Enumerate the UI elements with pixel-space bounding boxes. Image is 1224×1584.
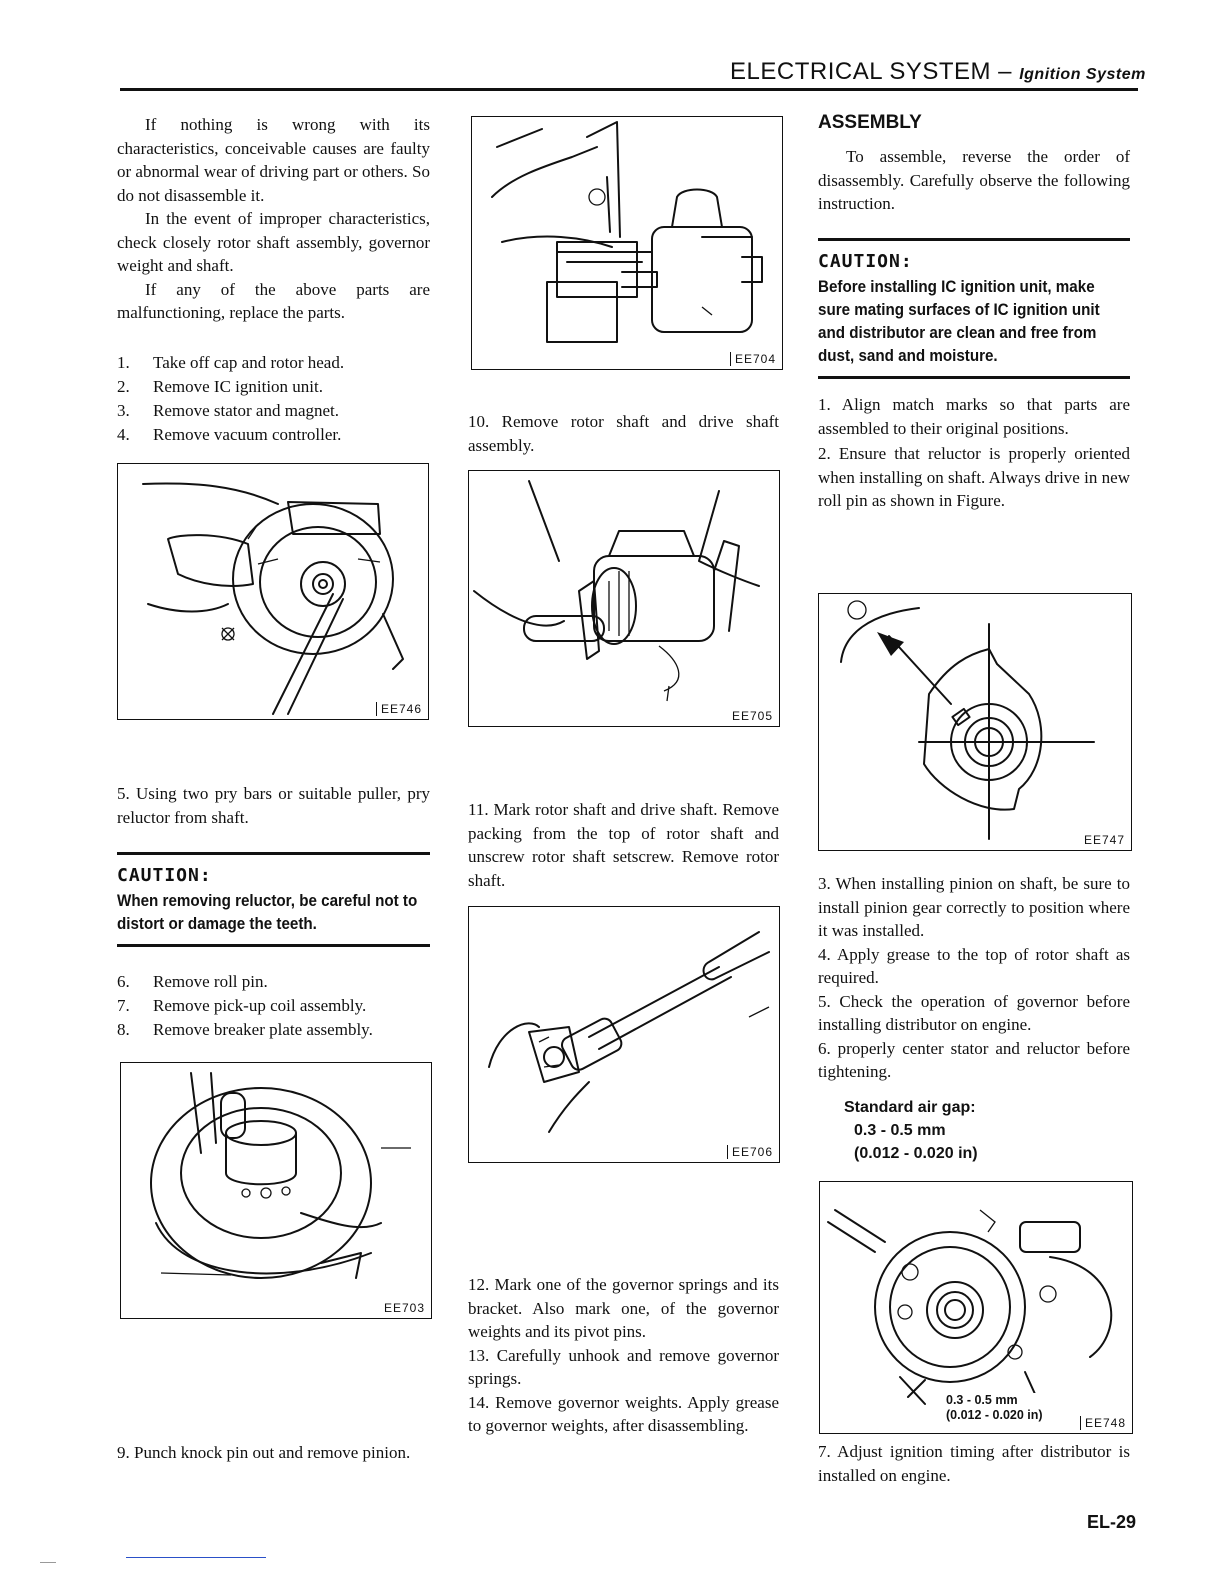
column-middle [468,108,779,1524]
step-4: 4. Apply grease to the top of rotor shaft as required. [818,944,1130,987]
steps-list-1-4 [117,351,430,447]
header-rule [120,88,1138,91]
figure-ee747 [818,593,1132,851]
rotor-shaft-removal-illustration [472,117,782,369]
caution-box-reluctor [117,852,430,947]
header-subtitle: Ignition System [1019,66,1146,83]
intro-paragraph-2: In the event of improper characteristics, check closely rotor shaft assembly, governor weight and shaft. [117,209,430,275]
step-13: 13. Carefully unhook and remove governor springs. [468,1345,779,1388]
figure-label: EE703 [383,1301,425,1315]
figure-ee705 [468,470,780,727]
air-gap-spec [844,1096,1124,1165]
figure-ee746 [117,463,429,720]
reluctor-roll-pin-illustration [819,594,1131,850]
drive-shaft-assembly-illustration [469,471,779,726]
step-10: 10. Remove rotor shaft and drive shaft assembly. [468,412,779,455]
list-item: 1. Take off cap and rotor head. [117,353,345,372]
header-dash: – [991,58,1020,85]
rotor-shaft-setscrew-illustration [469,907,779,1162]
list-item: 8. Remove breaker plate assembly. [117,1020,373,1039]
breaker-plate-illustration [121,1063,431,1318]
figure-ee703 [120,1062,432,1319]
figure-label: EE746 [376,702,422,716]
caution-text: Before installing IC ignition unit, make sure mating surfaces of IC ignition unit and distributor are clean and free from dust, sand and moisture. [818,278,1100,365]
step-2: 2. Ensure that reluctor is properly oriented when installing on shaft. Always drive in new roll pin as shown in Figure. [818,444,1130,510]
header-title: ELECTRICAL SYSTEM [730,58,992,85]
intro-text [117,113,430,325]
list-item: 2. Remove IC ignition unit. [117,377,323,396]
column-left [117,108,430,1524]
step-1: 1. Align match marks so that parts are assembled to their original positions. [818,395,1130,438]
figure-label: EE747 [1083,833,1125,847]
spec-value-mm: 0.3 - 0.5 mm [854,1122,946,1139]
step-6: 6. properly center stator and reluctor before tightening. [818,1038,1130,1081]
figure-label: EE706 [727,1145,773,1159]
step-7: 7. Adjust ignition timing after distributor is installed on engine. [818,1442,1130,1485]
page-number: EL-29 [1086,1512,1136,1532]
step-14: 14. Remove governor weights. Apply grease to governor weights, after disassembling. [468,1392,779,1435]
figure-label: EE748 [1080,1416,1126,1430]
callout-in: (0.012 - 0.020 in) [946,1408,1043,1422]
figure-ee706 [468,906,780,1163]
steps-1-2 [818,393,1130,513]
caution-heading: CAUTION: [117,865,212,886]
list-item: 4. Remove vacuum controller. [117,425,342,444]
figure-callout [946,1393,1043,1423]
assembly-heading: ASSEMBLY [818,112,922,133]
page-header [730,58,1146,86]
caution-text: When removing reluctor, be careful not to distort or damage the teeth. [117,892,418,933]
step-12: 12. Mark one of the governor springs and its bracket. Also mark one, of the governor weights and its pivot pins. [468,1275,779,1341]
figure-ee748 [819,1181,1133,1434]
footer-mark [40,1562,56,1563]
caution-heading: CAUTION: [818,251,913,272]
step-3: 3. When installing pinion on shaft, be sure to install pinion gear correctly to position where it was installed. [818,874,1130,940]
steps-3-6 [818,872,1130,1084]
step-9: 9. Punch knock pin out and remove pinion. [117,1443,411,1462]
figure-label: EE705 [731,709,773,723]
figure-ee704 [471,116,783,370]
callout-mm: 0.3 - 0.5 mm [946,1393,1018,1407]
step-11: 11. Mark rotor shaft and drive shaft. Remove packing from the top of rotor shaft and unscrew rotor shaft setscrew. Remove rotor shaft. [468,800,779,890]
assembly-text: To assemble, reverse the order of disassembly. Carefully observe the following instruction. [818,147,1130,213]
intro-paragraph-1: If nothing is wrong with its characteristics, conceivable causes are faulty or abnormal wear of driving part or others. So do not disassemble it. [117,115,430,205]
list-item: 6. Remove roll pin. [117,972,268,991]
reluctor-pry-illustration [118,464,428,719]
column-right [818,108,1130,1524]
intro-paragraph-3: If any of the above parts are malfunctioning, replace the parts. [117,279,430,322]
steps-12-14 [468,1273,779,1438]
list-item: 7. Remove pick-up coil assembly. [117,996,367,1015]
steps-list-6-8 [117,970,430,1042]
spec-value-in: (0.012 - 0.020 in) [854,1145,978,1162]
assembly-section [818,112,1130,216]
list-item: 3. Remove stator and magnet. [117,401,340,420]
spec-label: Standard air gap: [844,1099,976,1116]
caution-box-ic-unit [818,238,1130,379]
figure-label: EE704 [730,352,776,366]
footer-line [126,1557,266,1558]
step-5: 5. Check the operation of governor before installing distributor on engine. [818,991,1130,1034]
step-5: 5. Using two pry bars or suitable puller, pry reluctor from shaft. [117,784,430,827]
